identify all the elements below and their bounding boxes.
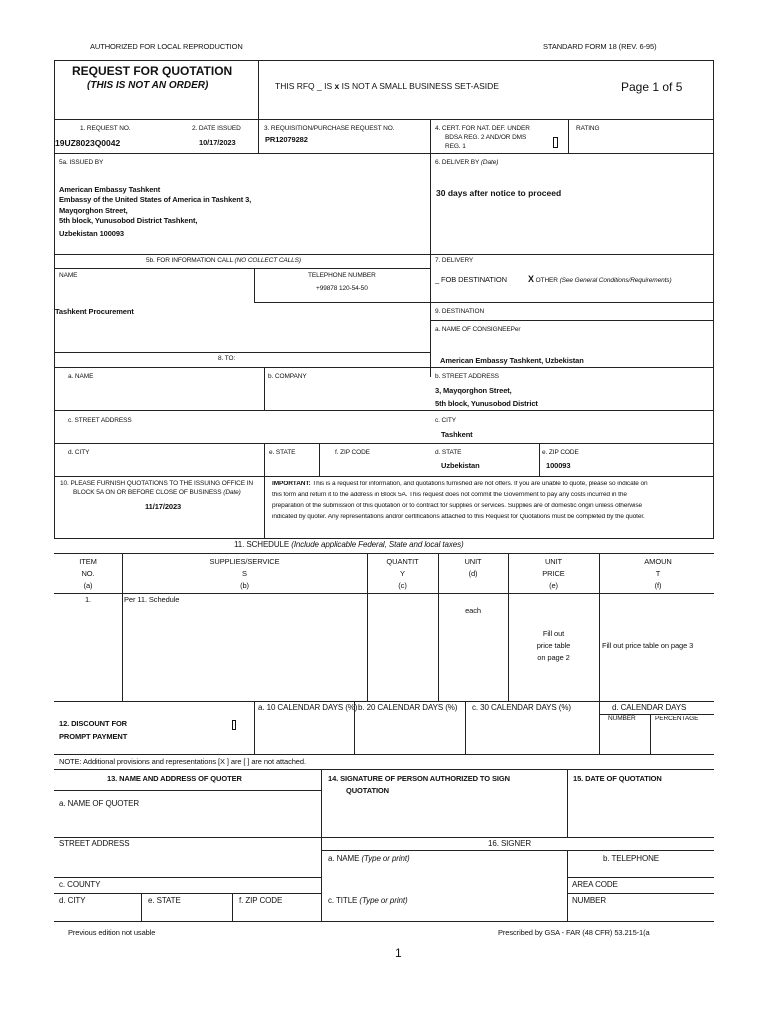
destination-label: 9. DESTINATION bbox=[435, 308, 485, 315]
city-state-divider bbox=[141, 893, 142, 921]
quoter-state-label: e. STATE bbox=[148, 896, 181, 905]
schedule-row-price-1: Fill out bbox=[542, 629, 565, 638]
important-line-1 bbox=[272, 481, 709, 488]
signer-name-label bbox=[328, 855, 410, 863]
furnish-line-2 bbox=[73, 490, 241, 497]
issued-by-line-4: 5th block, Yunusobod District Tashkent, bbox=[59, 216, 198, 225]
requisition-label: 3. REQUISITION/PURCHASE REQUEST NO. bbox=[264, 125, 395, 132]
city-line bbox=[54, 893, 322, 894]
area-code-label: AREA CODE bbox=[572, 880, 618, 889]
schedule-row-supplies: Per 11. Schedule bbox=[124, 595, 180, 604]
quoter-zip-label: f. ZIP CODE bbox=[239, 896, 283, 905]
signer-name-label-text: a. NAME bbox=[328, 854, 362, 863]
delivery-other bbox=[528, 275, 672, 285]
set-aside-mark: x bbox=[334, 81, 340, 91]
signer-telephone-label: b. TELEPHONE bbox=[603, 854, 660, 863]
authorized-reproduction-text: AUTHORIZED FOR LOCAL REPRODUCTION bbox=[90, 42, 243, 51]
previous-edition-note: Previous edition not usable bbox=[68, 928, 156, 937]
form-bottom-line bbox=[54, 921, 714, 922]
dest-state-zip-divider bbox=[539, 443, 540, 476]
col-unit-header-2: (d) bbox=[468, 569, 478, 578]
delivery-other-mark: X bbox=[528, 274, 534, 284]
telephone-value: +99878 120-54-50 bbox=[316, 285, 368, 292]
telephone-label: TELEPHONE NUMBER bbox=[308, 272, 376, 279]
furnish-date: 11/17/2023 bbox=[145, 502, 182, 511]
quoter-title: 13. NAME AND ADDRESS OF QUOTER bbox=[107, 774, 242, 783]
info-name-value: Tashkent Procurement bbox=[55, 307, 134, 316]
quoter-street-label: STREET ADDRESS bbox=[59, 839, 130, 848]
schedule-row-price-2: price table bbox=[536, 641, 571, 650]
discount-number: NUMBER bbox=[608, 715, 636, 722]
issued-by-line-3: Mayqorghon Street, bbox=[59, 206, 128, 215]
set-aside-prefix: THIS RFQ _ IS bbox=[275, 81, 335, 91]
discount-a10: a. 10 CALENDAR DAYS (%) bbox=[258, 703, 358, 712]
discount-bottom-line bbox=[54, 754, 714, 755]
schedule-row-price-3: on page 2 bbox=[537, 653, 570, 662]
info-call-label bbox=[146, 258, 301, 265]
discount-d: d. CALENDAR DAYS bbox=[612, 703, 687, 712]
important-line-4: indicated by quoter. Any representations and/or certifications attached to this Request for Quotations must be completed by the quoter. bbox=[272, 514, 645, 520]
schedule-row-unit: each bbox=[465, 606, 481, 615]
date-of-quotation-label: 15. DATE OF QUOTATION bbox=[573, 774, 662, 783]
cert-checkbox[interactable] bbox=[553, 137, 558, 148]
to-company-label: b. COMPANY bbox=[268, 373, 307, 380]
discount-checkbox[interactable] bbox=[232, 720, 236, 730]
col-price-header-1: UNIT bbox=[544, 557, 563, 566]
request-no-value: 19UZ8023Q0042 bbox=[55, 138, 121, 148]
signer-title-hint: (Type or print) bbox=[359, 896, 408, 905]
issued-by-line-1: American Embassy Tashkent bbox=[59, 185, 161, 194]
important-text-1: This is a request for information, and quotations furnished are not offers. If you are unable to quote, please so indicate on bbox=[312, 481, 648, 487]
schedule-top-line bbox=[54, 553, 714, 554]
schedule-row-amount: Fill out price table on page 3 bbox=[602, 641, 694, 650]
signer-label: 16. SIGNER bbox=[488, 839, 532, 848]
schedule-title bbox=[234, 541, 464, 549]
form-subtitle: (THIS IS NOT AN ORDER) bbox=[87, 80, 209, 91]
discount-c30: c. 30 CALENDAR DAYS (%) bbox=[472, 703, 571, 712]
discount-left-divider bbox=[254, 701, 255, 755]
col-amount-header-3: (f) bbox=[654, 581, 662, 590]
note-bottom-line bbox=[54, 769, 714, 770]
issued-divider bbox=[430, 153, 431, 377]
col-item-header-3: (a) bbox=[83, 581, 93, 590]
furnish-top-line bbox=[54, 476, 714, 477]
provisions-note: NOTE: Additional provisions and representations [X ] are [ ] are not attached. bbox=[59, 757, 306, 766]
rating-label: RATING bbox=[576, 125, 600, 132]
page-indicator: Page 1 of 5 bbox=[621, 80, 683, 94]
col-price-header-3: (e) bbox=[549, 581, 558, 590]
col-price-header-2: PRICE bbox=[542, 569, 565, 578]
discount-percentage: PERCENTAGE bbox=[655, 716, 699, 722]
destination-line bbox=[431, 320, 714, 321]
date-issued-label: 2. DATE ISSUED bbox=[192, 125, 241, 132]
delivery-other-note: (See General Conditions/Requirements) bbox=[559, 277, 672, 284]
to-label: 8. TO: bbox=[218, 355, 236, 362]
deliver-by-label bbox=[435, 160, 498, 167]
important-line-3: preparation of the submission of this quotation or to contract for supplies or services. Supplies are of domestic origin unless otherwise bbox=[272, 503, 642, 509]
row1-top-line bbox=[54, 119, 714, 120]
to-city-state-divider bbox=[264, 443, 265, 476]
to-state-zip-divider bbox=[319, 443, 320, 476]
form-title: REQUEST FOR QUOTATION bbox=[72, 64, 233, 78]
issued-by-line-5: Uzbekistan 100093 bbox=[59, 229, 125, 238]
signer-line bbox=[321, 850, 714, 851]
row1-div-b bbox=[430, 119, 431, 153]
deliver-by-label-text: 6. DELIVER BY bbox=[435, 159, 481, 166]
number-label: NUMBER bbox=[572, 896, 607, 905]
cert-line-3: REG. 1 bbox=[445, 143, 466, 150]
destination-street-label: b. STREET ADDRESS bbox=[435, 373, 499, 380]
to-zip-label: f. ZIP CODE bbox=[335, 449, 370, 456]
col-amount-header-2: T bbox=[655, 569, 661, 578]
discount-top-line bbox=[54, 701, 714, 702]
form-right-border bbox=[713, 60, 714, 539]
signer-title-label-text: c. TITLE bbox=[328, 896, 360, 905]
info-call-no-collect: (NO COLLECT CALLS) bbox=[234, 257, 301, 264]
important-line-2: this form and return it to the address in Block 5A. This request does not commit the Government to pay any costs incurred in the bbox=[272, 492, 627, 498]
info-call-label-text: 5b. FOR INFORMATION CALL bbox=[146, 257, 235, 264]
form-top-border bbox=[54, 60, 714, 61]
quoter-name-label: a. NAME OF QUOTER bbox=[59, 799, 140, 808]
to-street-label: c. STREET ADDRESS bbox=[68, 417, 132, 424]
schedule-title-text: 11. SCHEDULE bbox=[234, 540, 292, 549]
destination-street-2: 5th block, Yunusobod District bbox=[435, 399, 538, 408]
consignee-label: a. NAME OF CONSIGNEEPer bbox=[435, 326, 521, 333]
quoter-sign-divider bbox=[321, 769, 322, 921]
discount-label-1: 12. DISCOUNT FOR bbox=[59, 719, 127, 728]
info-name-phone-divider bbox=[254, 268, 255, 302]
form-left-border bbox=[54, 60, 55, 539]
standard-form-number: STANDARD FORM 18 (REV. 6-95) bbox=[543, 42, 657, 51]
signer-title-label bbox=[328, 897, 408, 905]
county-line bbox=[54, 877, 322, 878]
to-name-company-divider bbox=[264, 367, 265, 410]
row1-bottom-line bbox=[54, 153, 714, 154]
set-aside-suffix: IS NOT A SMALL BUSINESS SET-ASIDE bbox=[339, 81, 499, 91]
col-supplies-header-3: (b) bbox=[240, 581, 249, 590]
col-quantity-header-1: QUANTIT bbox=[386, 557, 419, 566]
furnish-line-1: 10. PLEASE FURNISH QUOTATIONS TO THE ISSUING OFFICE IN bbox=[60, 480, 254, 487]
to-city-line bbox=[54, 443, 714, 444]
furnish-line-2-text: BLOCK 5A ON OR BEFORE CLOSE OF BUSINESS bbox=[73, 489, 224, 496]
discount-d-divider bbox=[650, 715, 651, 755]
furnish-divider bbox=[264, 476, 265, 539]
signer-name-phone-divider bbox=[567, 850, 568, 921]
cert-line-1: 4. CERT. FOR NAT. DEF. UNDER bbox=[435, 125, 530, 132]
destination-zip-value: 100093 bbox=[546, 461, 571, 470]
consignee-value: American Embassy Tashkent, Uzbekistan bbox=[440, 356, 584, 365]
quoter-title-line bbox=[54, 790, 322, 791]
delivery-other-text: OTHER bbox=[535, 277, 558, 284]
deliver-by-date-hint: (Date) bbox=[480, 159, 499, 166]
discount-label-2: PROMPT PAYMENT bbox=[59, 732, 128, 741]
number-line bbox=[567, 893, 714, 894]
delivery-label: 7. DELIVERY bbox=[435, 257, 474, 264]
destination-city-label: c. CITY bbox=[435, 417, 456, 424]
request-no-label: 1. REQUEST NO. bbox=[80, 125, 131, 132]
col-item-header-1: ITEM bbox=[79, 557, 97, 566]
date-issued-value: 10/17/2023 bbox=[199, 138, 236, 147]
to-header-line bbox=[54, 367, 714, 368]
signature-title-2: QUOTATION bbox=[346, 786, 389, 795]
page-number: 1 bbox=[395, 946, 402, 960]
prescribed-by-note: Prescribed by GSA - FAR (48 CFR) 53.215-1(a bbox=[498, 928, 650, 937]
col-supplies-header-1: SUPPLIES/SERVICE bbox=[209, 557, 280, 566]
schedule-row-item: 1. bbox=[84, 595, 92, 604]
issued-by-label: 5a. ISSUED BY bbox=[59, 159, 104, 166]
destination-zip-label: e. ZIP CODE bbox=[542, 449, 579, 456]
cert-line-2: BDSA REG. 2 AND/OR DMS bbox=[445, 134, 527, 141]
to-name-label: a. NAME bbox=[68, 373, 94, 380]
col-amount-header-1: AMOUN bbox=[644, 557, 672, 566]
info-name-label: NAME bbox=[59, 272, 78, 279]
quoter-street-line bbox=[54, 837, 714, 838]
important-label: IMPORTANT: bbox=[272, 481, 311, 487]
info-top-line bbox=[54, 254, 714, 255]
deliver-by-value: 30 days after notice to proceed bbox=[436, 188, 562, 198]
to-state-label: e. STATE bbox=[269, 449, 296, 456]
discount-c-divider bbox=[599, 701, 600, 755]
destination-street-1: 3, Mayqorghon Street, bbox=[435, 386, 512, 395]
state-zip-divider bbox=[232, 893, 233, 921]
col-quantity-header-2: Y bbox=[400, 569, 405, 578]
destination-state-label: d. STATE bbox=[435, 449, 462, 456]
row1-div-a bbox=[258, 119, 259, 153]
quoter-county-label: c. COUNTY bbox=[59, 880, 101, 889]
discount-b20: b. 20 CALENDAR DAYS (%) bbox=[358, 703, 458, 712]
quoter-city-label: d. CITY bbox=[59, 896, 86, 905]
requisition-value: PR12079282 bbox=[265, 135, 308, 144]
fob-destination: _ FOB DESTINATION bbox=[435, 275, 507, 284]
col-unit-header-1: UNIT bbox=[464, 557, 482, 566]
sign-date-divider bbox=[567, 769, 568, 838]
discount-b-divider bbox=[465, 701, 466, 755]
to-city-label: d. CITY bbox=[68, 449, 90, 456]
signer-name-hint: (Type or print) bbox=[361, 854, 410, 863]
to-street-line bbox=[54, 410, 714, 411]
col-quantity-header-3: (c) bbox=[398, 581, 407, 590]
info-header-line bbox=[54, 268, 431, 269]
info-mid-line bbox=[254, 302, 714, 303]
row1-div-c bbox=[568, 119, 569, 153]
schedule-header-line bbox=[54, 593, 714, 594]
furnish-bottom-line bbox=[54, 538, 714, 539]
to-top-line bbox=[54, 352, 431, 353]
destination-city-value: Tashkent bbox=[441, 430, 473, 439]
furnish-date-hint: (Date) bbox=[223, 489, 241, 496]
destination-state-value: Uzbekistan bbox=[441, 461, 480, 470]
area-code-line bbox=[567, 877, 714, 878]
col-item-header-2: NO. bbox=[81, 569, 95, 578]
col-supplies-header-2: S bbox=[242, 569, 247, 578]
title-divider bbox=[258, 60, 259, 119]
issued-by-line-2: Embassy of the United States of America in Tashkent 3, bbox=[59, 195, 252, 204]
schedule-title-note: (Include applicable Federal, State and local taxes) bbox=[291, 540, 464, 549]
set-aside-statement bbox=[275, 82, 499, 91]
signature-title-1: 14. SIGNATURE OF PERSON AUTHORIZED TO SIGN bbox=[328, 774, 510, 783]
